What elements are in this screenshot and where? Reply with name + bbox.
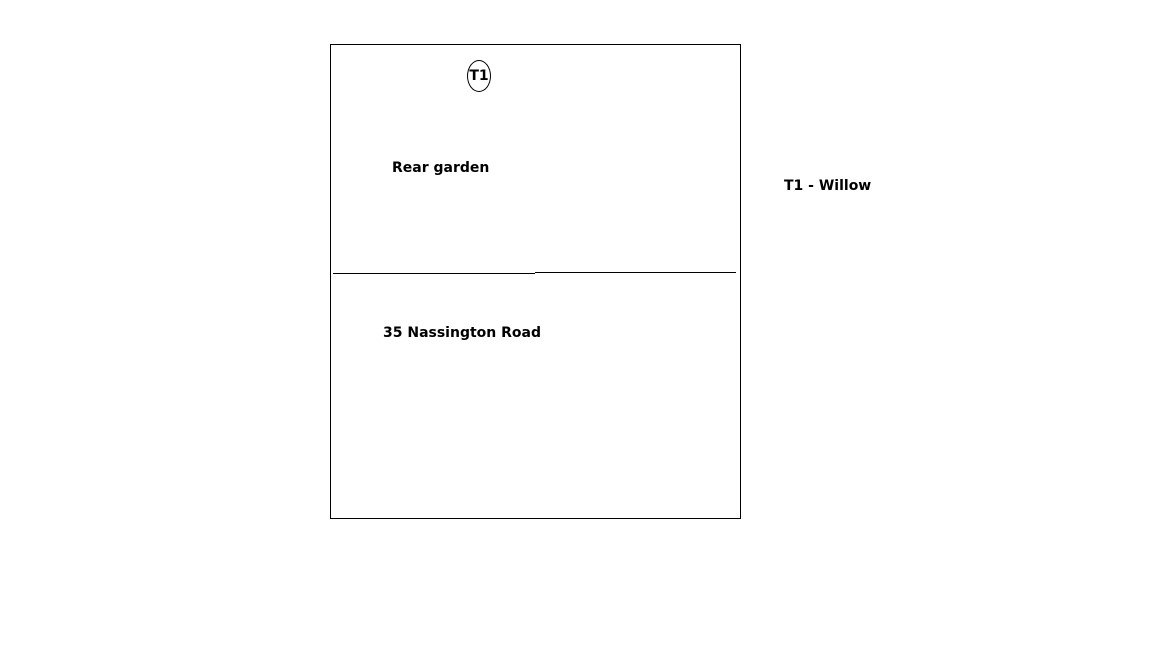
- tree-marker-t1: [467, 60, 491, 92]
- property-address-label: 35 Nassington Road: [383, 325, 541, 341]
- tree-marker-label: T1: [469, 68, 489, 84]
- garden-divider-line-left: [333, 273, 535, 274]
- tree-key-entry: T1 - Willow: [784, 178, 872, 194]
- plot-boundary: [330, 44, 741, 519]
- rear-garden-label: Rear garden: [392, 160, 490, 176]
- garden-divider-line-right: [535, 272, 736, 273]
